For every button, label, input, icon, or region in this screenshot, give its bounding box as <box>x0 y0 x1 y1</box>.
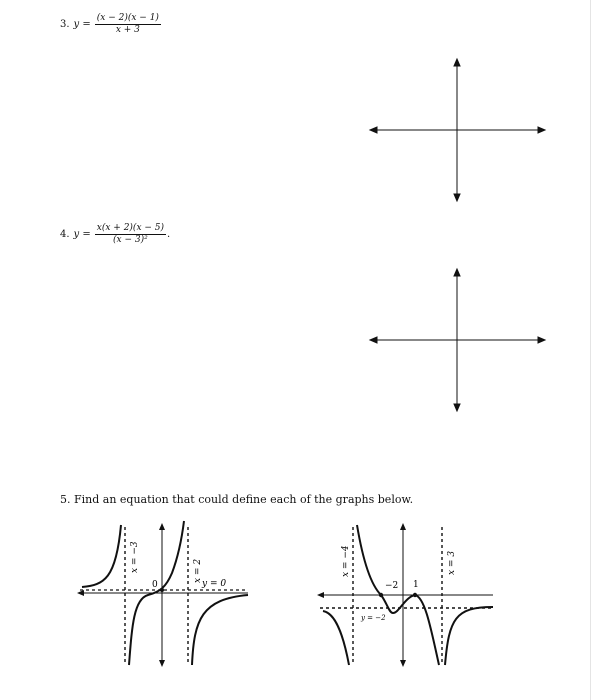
problem-number: 3. <box>60 19 70 30</box>
y-axis-down-arrow <box>159 660 165 667</box>
page-edge <box>590 0 591 700</box>
vertical-asymptote-right-label: x = 2 <box>193 558 203 583</box>
denominator: (x − 3)² <box>113 235 148 245</box>
graph-right <box>315 515 500 675</box>
prompt-text: Find an equation that could define each of the graphs below. <box>74 493 414 506</box>
equation-fraction <box>95 223 166 246</box>
curve-right-branch <box>192 595 248 665</box>
problem-number: 4. <box>60 229 70 240</box>
x-intercept-right <box>413 593 417 597</box>
vertical-asymptote-left-label: x = −3 <box>130 541 140 573</box>
y-axis-up-arrow <box>454 59 460 66</box>
x-axis-left-arrow <box>370 337 377 343</box>
origin-point <box>160 588 164 592</box>
curve-left-branch <box>82 525 121 587</box>
problem-3 <box>60 13 162 36</box>
equation-fraction <box>95 13 161 36</box>
equation-trailing: . <box>167 229 171 240</box>
y-axis-down-arrow <box>400 660 406 667</box>
problem-5-prompt <box>60 493 413 506</box>
y-axis-down-arrow <box>454 404 460 411</box>
equation-lhs: y = <box>73 19 91 30</box>
y-axis-up-arrow <box>454 269 460 276</box>
y-axis-up-arrow <box>159 523 165 530</box>
horizontal-asymptote-label: y = −2 <box>361 614 386 622</box>
curve-left-branch <box>323 611 349 665</box>
x-intercept-left <box>379 593 383 597</box>
numerator: x(x + 2)(x − 5) <box>96 223 165 233</box>
x-axis-right-arrow <box>538 127 545 133</box>
equation-lhs: y = <box>73 229 91 240</box>
y-axis-up-arrow <box>400 523 406 530</box>
point-left-label: −2 <box>385 581 399 591</box>
problem-4 <box>60 223 170 246</box>
vertical-asymptote-right-label: x = 3 <box>447 550 457 575</box>
y-axis-down-arrow <box>454 194 460 201</box>
horizontal-asymptote-label: y = 0 <box>202 579 227 589</box>
vertical-asymptote-left-label: x = −4 <box>341 545 351 577</box>
x-axis-left-arrow <box>317 592 324 598</box>
blank-axes-problem-3 <box>365 55 550 205</box>
graph-left <box>70 515 255 675</box>
x-axis-left-arrow <box>370 127 377 133</box>
blank-axes-problem-4 <box>365 265 550 415</box>
numerator: (x − 2)(x − 1) <box>96 13 159 23</box>
x-axis-left-arrow <box>77 590 84 596</box>
origin-label: 0 <box>152 580 158 590</box>
point-right-label: 1 <box>413 580 419 590</box>
x-axis-right-arrow <box>538 337 545 343</box>
curve-right-branch <box>445 607 493 665</box>
denominator: x + 3 <box>115 25 140 35</box>
problem-number: 5. <box>60 493 71 506</box>
